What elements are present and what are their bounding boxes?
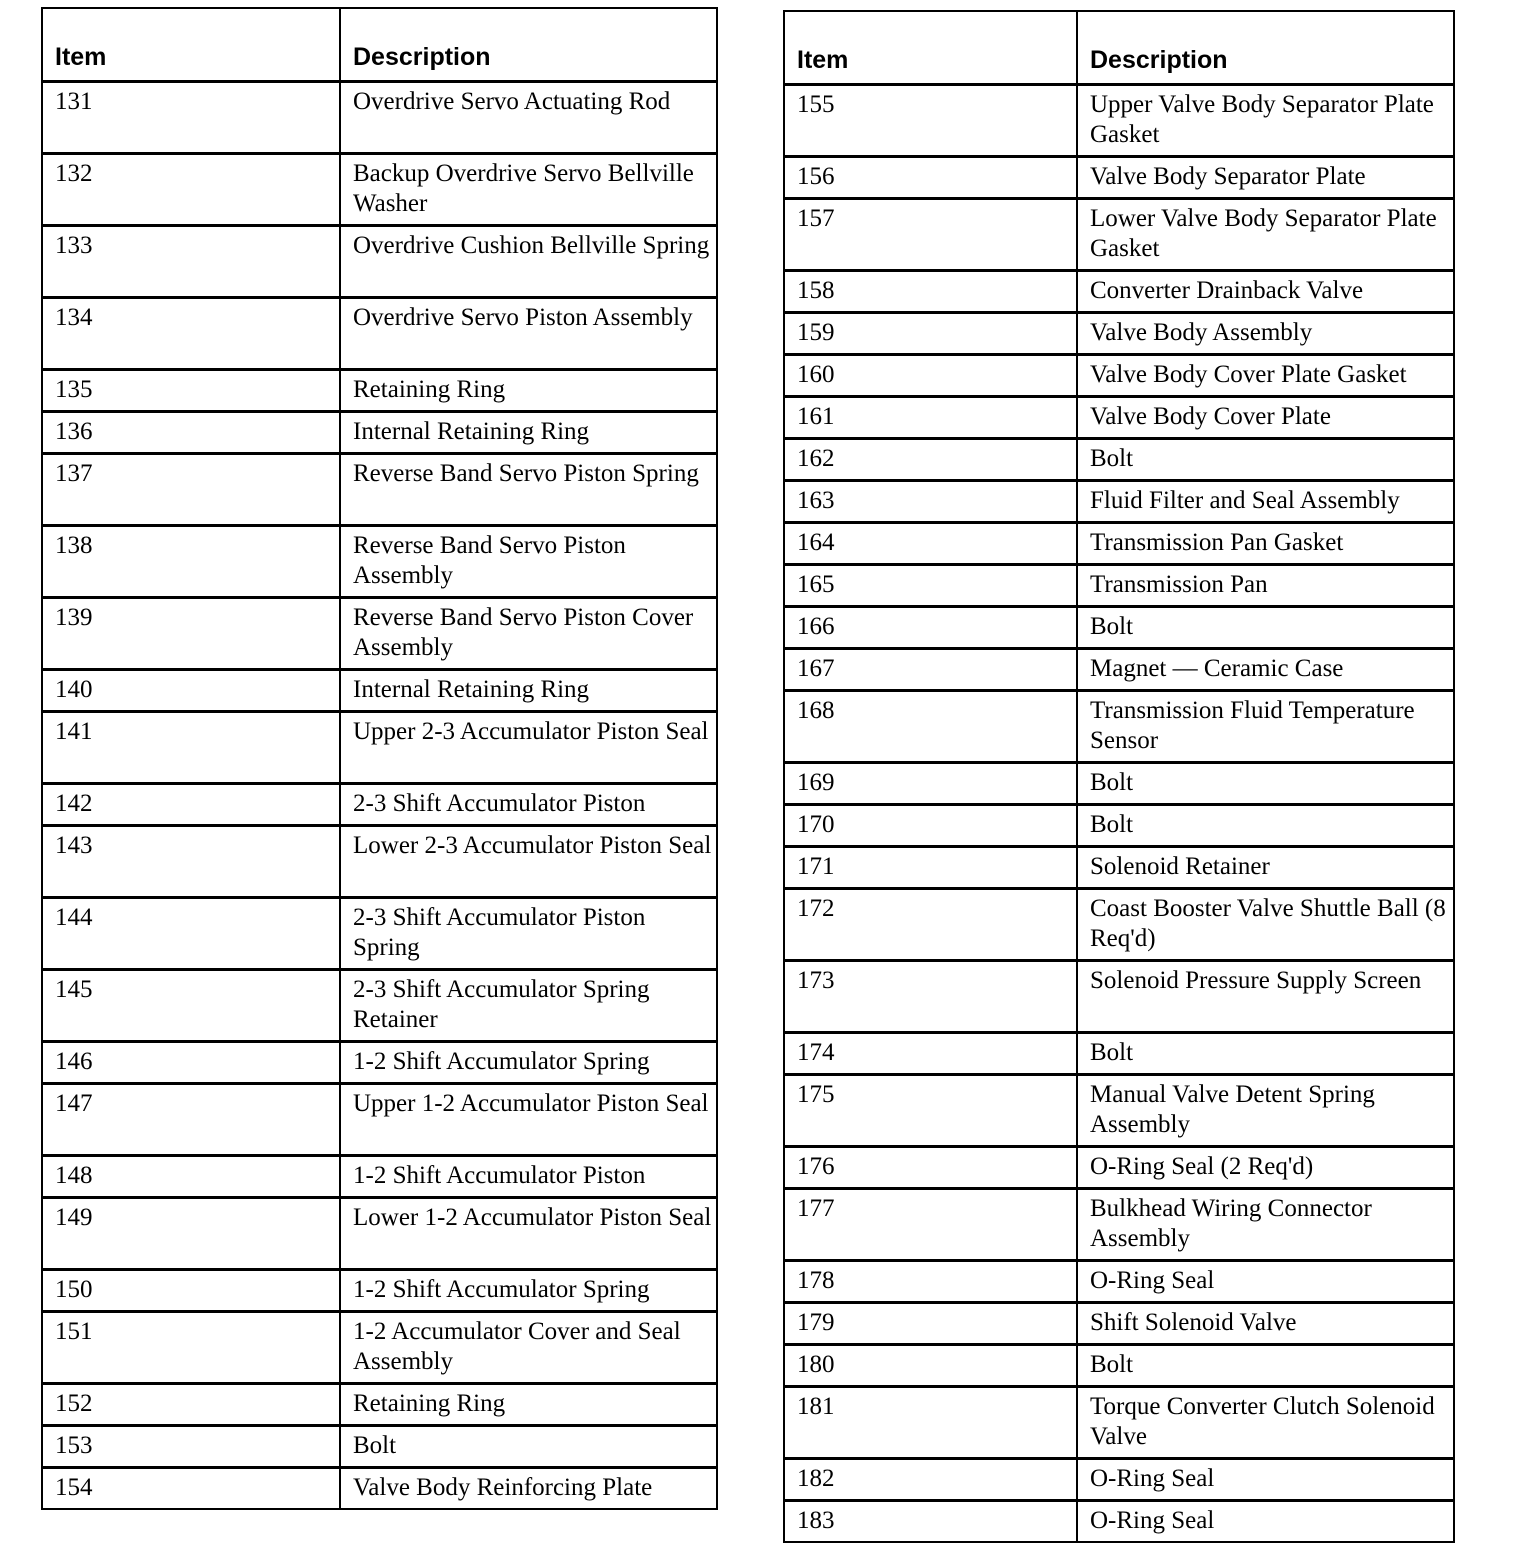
item-description: Overdrive Servo Actuating Rod bbox=[353, 88, 671, 115]
item-number: 151 bbox=[43, 1313, 341, 1382]
item-description: Reverse Band Servo Piston Assembly bbox=[353, 532, 626, 589]
item-description: O-Ring Seal bbox=[1090, 1465, 1215, 1492]
item-number: 177 bbox=[785, 1190, 1078, 1259]
table-row bbox=[785, 1187, 1453, 1259]
table-row bbox=[43, 1154, 716, 1196]
item-number: 166 bbox=[785, 608, 1078, 647]
table-row bbox=[785, 395, 1453, 437]
item-number: 165 bbox=[785, 566, 1078, 605]
item-number: 173 bbox=[785, 962, 1078, 1031]
table-row bbox=[785, 1343, 1453, 1385]
item-number: 164 bbox=[785, 524, 1078, 563]
item-description: 1-2 Accumulator Cover and Seal Assembly bbox=[353, 1318, 681, 1375]
table-row bbox=[43, 80, 716, 152]
item-number: 146 bbox=[43, 1043, 341, 1082]
table-row bbox=[785, 887, 1453, 959]
table-row bbox=[43, 368, 716, 410]
item-description: Valve Body Separator Plate bbox=[1090, 163, 1366, 190]
item-number: 153 bbox=[43, 1427, 341, 1466]
table-row bbox=[43, 1382, 716, 1424]
table-row bbox=[43, 824, 716, 896]
item-number: 180 bbox=[785, 1346, 1078, 1385]
table-row bbox=[43, 1082, 716, 1154]
table-row bbox=[43, 896, 716, 968]
item-number: 160 bbox=[785, 356, 1078, 395]
item-number: 161 bbox=[785, 398, 1078, 437]
item-number: 168 bbox=[785, 692, 1078, 761]
table-row bbox=[43, 1424, 716, 1466]
table-row bbox=[43, 1196, 716, 1268]
item-description: 2-3 Shift Accumulator Piston Spring bbox=[353, 904, 646, 961]
item-number: 169 bbox=[785, 764, 1078, 803]
item-number: 171 bbox=[785, 848, 1078, 887]
parts-table-right bbox=[783, 10, 1455, 1543]
item-number: 143 bbox=[43, 827, 341, 896]
item-number: 183 bbox=[785, 1502, 1078, 1541]
item-number: 150 bbox=[43, 1271, 341, 1310]
table-row bbox=[785, 1031, 1453, 1073]
table-row bbox=[785, 1145, 1453, 1187]
item-description: Valve Body Cover Plate Gasket bbox=[1090, 361, 1407, 388]
item-number: 167 bbox=[785, 650, 1078, 689]
item-description: Fluid Filter and Seal Assembly bbox=[1090, 487, 1400, 514]
table-row bbox=[43, 296, 716, 368]
item-description: 2-3 Shift Accumulator Piston bbox=[353, 790, 646, 817]
item-description: Bolt bbox=[1090, 1039, 1134, 1066]
table-row bbox=[785, 479, 1453, 521]
table-row bbox=[785, 689, 1453, 761]
item-number: 140 bbox=[43, 671, 341, 710]
item-description: O-Ring Seal bbox=[1090, 1267, 1215, 1294]
item-number: 158 bbox=[785, 272, 1078, 311]
item-description: Reverse Band Servo Piston Cover Assembly bbox=[353, 604, 694, 661]
item-description: Overdrive Servo Piston Assembly bbox=[353, 304, 693, 331]
item-description: O-Ring Seal bbox=[1090, 1507, 1215, 1534]
item-description: Overdrive Cushion Bellville Spring bbox=[353, 232, 710, 259]
item-description: Coast Booster Valve Shuttle Ball (8 Req'd) bbox=[1090, 895, 1446, 952]
table-row bbox=[43, 668, 716, 710]
item-number: 152 bbox=[43, 1385, 341, 1424]
table-header bbox=[785, 12, 1453, 83]
item-description: Upper Valve Body Separator Plate Gasket bbox=[1090, 91, 1434, 148]
item-number: 142 bbox=[43, 785, 341, 824]
item-number: 155 bbox=[785, 86, 1078, 155]
table-row bbox=[785, 605, 1453, 647]
item-number: 147 bbox=[43, 1085, 341, 1154]
item-description: Solenoid Pressure Supply Screen bbox=[1090, 967, 1422, 994]
item-number: 163 bbox=[785, 482, 1078, 521]
item-number: 178 bbox=[785, 1262, 1078, 1301]
item-number: 181 bbox=[785, 1388, 1078, 1457]
item-number: 134 bbox=[43, 299, 341, 368]
table-row bbox=[785, 1073, 1453, 1145]
item-description: 1-2 Shift Accumulator Piston bbox=[353, 1162, 646, 1189]
table-row bbox=[785, 1301, 1453, 1343]
description-column-header: Description bbox=[353, 43, 491, 71]
item-description: Bolt bbox=[1090, 811, 1134, 838]
table-row bbox=[43, 1466, 716, 1508]
table-row bbox=[785, 647, 1453, 689]
table-row bbox=[785, 563, 1453, 605]
table-row bbox=[785, 845, 1453, 887]
table-row bbox=[43, 782, 716, 824]
item-number: 133 bbox=[43, 227, 341, 296]
item-number: 172 bbox=[785, 890, 1078, 959]
item-number: 174 bbox=[785, 1034, 1078, 1073]
item-description: Upper 2-3 Accumulator Piston Seal bbox=[353, 718, 709, 745]
item-number: 137 bbox=[43, 455, 341, 524]
item-description: O-Ring Seal (2 Req'd) bbox=[1090, 1153, 1314, 1180]
item-number: 157 bbox=[785, 200, 1078, 269]
item-number: 145 bbox=[43, 971, 341, 1040]
table-row bbox=[43, 452, 716, 524]
item-number: 170 bbox=[785, 806, 1078, 845]
table-row bbox=[43, 1268, 716, 1310]
table-row bbox=[43, 152, 716, 224]
parts-table-left bbox=[41, 7, 718, 1510]
item-description: Bolt bbox=[1090, 613, 1134, 640]
table-row bbox=[43, 1310, 716, 1382]
table-row bbox=[43, 710, 716, 782]
table-row bbox=[43, 596, 716, 668]
description-column-header: Description bbox=[1090, 46, 1228, 74]
table-row bbox=[785, 155, 1453, 197]
item-description: Magnet — Ceramic Case bbox=[1090, 655, 1344, 682]
table-row bbox=[785, 761, 1453, 803]
table-row bbox=[43, 224, 716, 296]
item-description: Upper 1-2 Accumulator Piston Seal bbox=[353, 1090, 709, 1117]
table-row bbox=[43, 524, 716, 596]
item-description: 1-2 Shift Accumulator Spring bbox=[353, 1276, 650, 1303]
table-row bbox=[43, 410, 716, 452]
item-description: Converter Drainback Valve bbox=[1090, 277, 1364, 304]
item-description: Torque Converter Clutch Solenoid Valve bbox=[1090, 1393, 1435, 1450]
item-description: Backup Overdrive Servo Bellville Washer bbox=[353, 160, 694, 217]
item-description: Bolt bbox=[1090, 445, 1134, 472]
item-column-header: Item bbox=[43, 9, 341, 80]
item-description: Valve Body Reinforcing Plate bbox=[353, 1474, 653, 1501]
item-description: Retaining Ring bbox=[353, 1390, 506, 1417]
item-number: 156 bbox=[785, 158, 1078, 197]
item-description: 2-3 Shift Accumulator Spring Retainer bbox=[353, 976, 650, 1033]
table-row bbox=[785, 311, 1453, 353]
item-column-header: Item bbox=[785, 12, 1078, 83]
item-number: 162 bbox=[785, 440, 1078, 479]
item-number: 139 bbox=[43, 599, 341, 668]
table-row bbox=[43, 1040, 716, 1082]
table-row bbox=[785, 959, 1453, 1031]
item-number: 175 bbox=[785, 1076, 1078, 1145]
item-number: 138 bbox=[43, 527, 341, 596]
item-description: Internal Retaining Ring bbox=[353, 418, 590, 445]
table-row bbox=[785, 197, 1453, 269]
item-description: Transmission Fluid Temperature Sensor bbox=[1090, 697, 1415, 754]
table-row bbox=[785, 1499, 1453, 1541]
item-description: Bolt bbox=[1090, 1351, 1134, 1378]
item-description: Bulkhead Wiring Connector Assembly bbox=[1090, 1195, 1372, 1252]
item-description: Solenoid Retainer bbox=[1090, 853, 1270, 880]
table-header bbox=[43, 9, 716, 80]
item-description: Lower 2-3 Accumulator Piston Seal bbox=[353, 832, 712, 859]
item-description: 1-2 Shift Accumulator Spring bbox=[353, 1048, 650, 1075]
item-number: 148 bbox=[43, 1157, 341, 1196]
item-description: Shift Solenoid Valve bbox=[1090, 1309, 1297, 1336]
item-number: 182 bbox=[785, 1460, 1078, 1499]
item-description: Bolt bbox=[1090, 769, 1134, 796]
item-description: Reverse Band Servo Piston Spring bbox=[353, 460, 699, 487]
item-number: 131 bbox=[43, 83, 341, 152]
item-number: 154 bbox=[43, 1469, 341, 1508]
item-description: Bolt bbox=[353, 1432, 397, 1459]
table-row bbox=[785, 521, 1453, 563]
table-row bbox=[785, 1259, 1453, 1301]
item-description: Transmission Pan Gasket bbox=[1090, 529, 1344, 556]
item-number: 176 bbox=[785, 1148, 1078, 1187]
item-number: 159 bbox=[785, 314, 1078, 353]
item-description: Transmission Pan bbox=[1090, 571, 1268, 598]
table-row bbox=[785, 83, 1453, 155]
item-number: 144 bbox=[43, 899, 341, 968]
table-row bbox=[785, 1385, 1453, 1457]
item-number: 132 bbox=[43, 155, 341, 224]
table-row bbox=[785, 803, 1453, 845]
table-row bbox=[785, 1457, 1453, 1499]
item-description: Internal Retaining Ring bbox=[353, 676, 590, 703]
item-number: 136 bbox=[43, 413, 341, 452]
item-number: 149 bbox=[43, 1199, 341, 1268]
item-description: Valve Body Cover Plate bbox=[1090, 403, 1331, 430]
table-row bbox=[43, 968, 716, 1040]
item-description: Manual Valve Detent Spring Assembly bbox=[1090, 1081, 1375, 1138]
table-row bbox=[785, 269, 1453, 311]
item-description: Lower Valve Body Separator Plate Gasket bbox=[1090, 205, 1437, 262]
item-description: Lower 1-2 Accumulator Piston Seal bbox=[353, 1204, 712, 1231]
item-description: Valve Body Assembly bbox=[1090, 319, 1313, 346]
item-number: 179 bbox=[785, 1304, 1078, 1343]
item-description: Retaining Ring bbox=[353, 376, 506, 403]
table-row bbox=[785, 437, 1453, 479]
table-row bbox=[785, 353, 1453, 395]
item-number: 135 bbox=[43, 371, 341, 410]
item-number: 141 bbox=[43, 713, 341, 782]
